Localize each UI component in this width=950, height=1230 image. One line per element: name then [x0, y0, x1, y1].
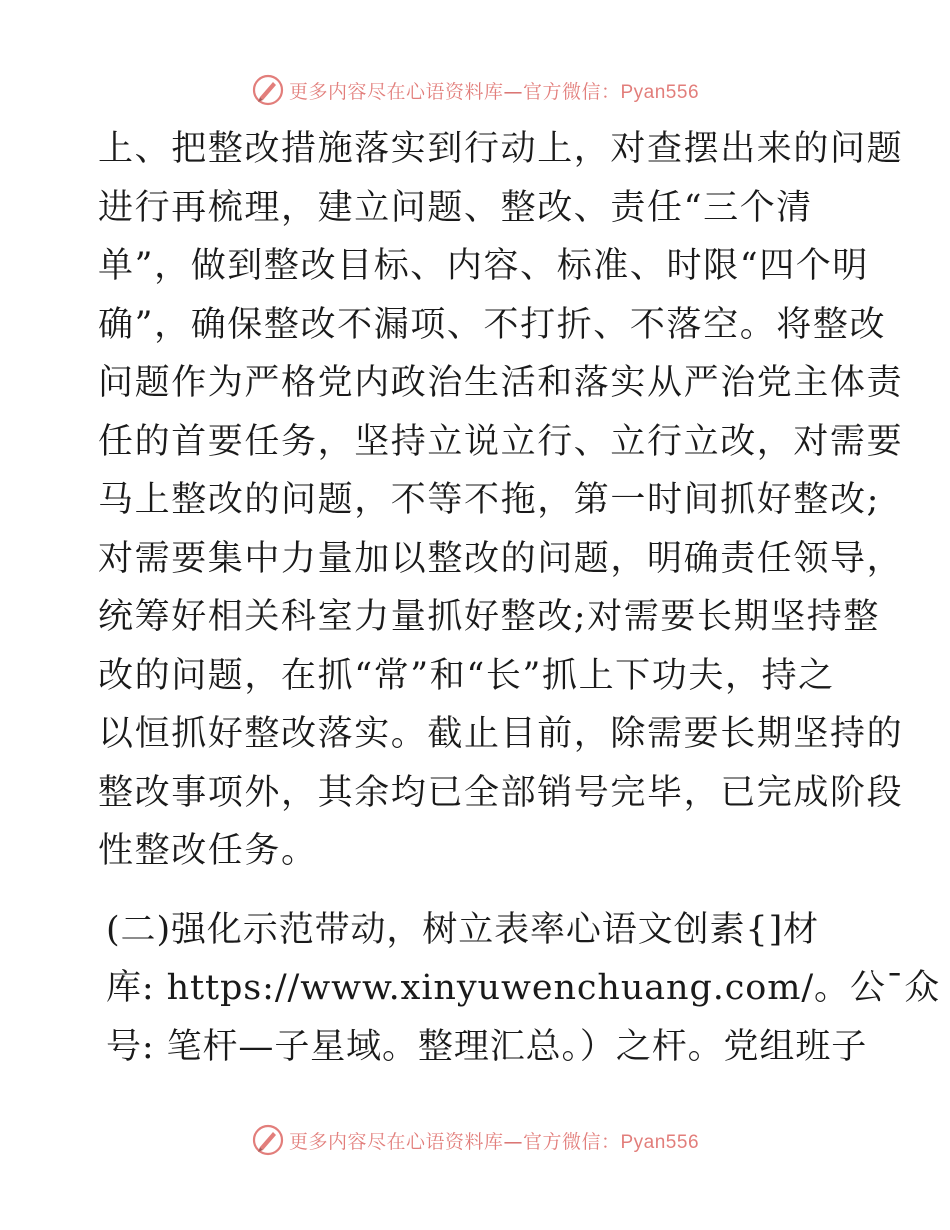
footer-watermark: [0, 1120, 950, 1160]
text-line: 库: https://www.xinyuwenchuang.com/。公¯众: [106, 968, 941, 1008]
text-line: 统筹好相关科室力量抓好整改;对需要长期坚持整: [98, 597, 880, 637]
header-watermark: [0, 70, 950, 110]
text-line: 对需要集中力量加以整改的问题，明确责任领导，: [98, 538, 904, 579]
paragraph-1: [98, 120, 904, 881]
text-line: 改的问题，在抓“常”和“长”抓上下功夫，持之: [98, 655, 835, 696]
watermark-brand: 更多内容尽在心语资料库: [288, 1130, 504, 1153]
text-line: (二)强化示范带动，树立表率心语文创素{]材: [106, 909, 820, 950]
text-line: 性整改任务。: [98, 831, 318, 871]
watermark-brand: 更多内容尽在心语资料库: [288, 80, 504, 103]
watermark-label: 官方微信：: [522, 80, 621, 103]
pen-logo-icon: [251, 73, 285, 107]
text-line: 确”，确保整改不漏项、不打折、不落空。将整改: [98, 304, 887, 345]
paragraph-gap: [98, 881, 858, 901]
text-line: 进行再梳理，建立问题、整改、责任“三个清: [98, 187, 813, 228]
paragraph-2: [106, 901, 941, 1077]
watermark-text: [289, 77, 699, 104]
text-line: 号: 笔杆—子星域。整理汇总。）之杆。党组班子: [106, 1026, 868, 1067]
watermark-text: [289, 1127, 699, 1154]
text-line: 上、把整改措施落实到行动上，对查摆出来的问题: [98, 129, 904, 169]
watermark-label: 官方微信：: [522, 1130, 621, 1153]
pen-logo-icon: [251, 1123, 285, 1157]
watermark-separator: —: [503, 80, 523, 103]
text-line: 以恒抓好整改落实。截止目前，除需要长期坚持的: [98, 714, 904, 754]
watermark-separator: —: [503, 1130, 523, 1153]
text-line: 任的首要任务，坚持立说立行、立行立改，对需要: [98, 421, 904, 462]
watermark-id: Pyan556: [620, 81, 700, 103]
text-line: 整改事项外，其余均已全部销号完毕，已完成阶段: [98, 772, 904, 813]
text-line: 问题作为严格党内政治生活和落实从严治党主体责: [98, 363, 904, 403]
watermark-id: Pyan556: [620, 1131, 700, 1153]
text-line: 单”，做到整改目标、内容、标准、时限“四个明: [98, 246, 869, 286]
text-line: 马上整改的问题，不等不拖，第一时间抓好整改;: [98, 480, 880, 520]
document-body: [98, 120, 941, 1076]
